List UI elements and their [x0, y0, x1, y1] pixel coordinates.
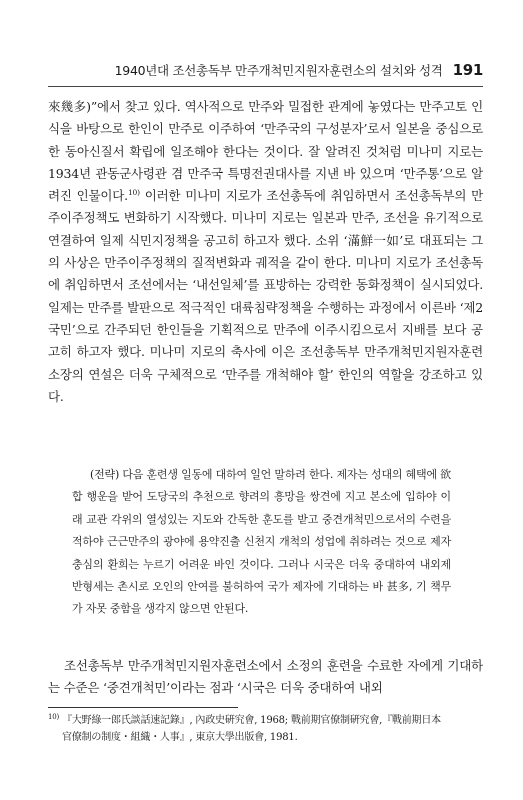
footnote-reference: 10) [127, 188, 140, 198]
footnote-line-2: 官僚制の制度・組織・人事』, 東京大學出版會, 1981. [62, 732, 298, 743]
paragraph-1-text: 來幾多)”에서 찾고 있다. 역사적으로 만주와 밀접한 관계에 놓였다는 만주고토 인식을 바탕으로 한인이 만주로 이주하여 ‘만주국의 구성분자’로서 일본을 중심으로 한 동아신질서 확립에 일조해야 한다는 것이다. 잘 알려진 것처럼 미나미 지로는 1934년 관동군사령관 겸 만주국 특명전권대사를 지낸 바 있으며 ‘만주통’으로 알려진 인물이다. [48, 99, 483, 204]
paragraph-1 [48, 96, 483, 408]
running-header [48, 61, 483, 79]
paragraph-2: 조선총독부 만주개척민지원자훈련소에서 소정의 훈련을 수료한 자에게 기대하는 수준은 ‘중견개척민’이라는 점과 ‘시국은 더욱 중대하여 내외 [48, 658, 483, 696]
footnote [48, 712, 483, 746]
main-text-continued [48, 655, 483, 700]
running-title: 1940년대 조선총독부 만주개척민지원자훈련소의 설치와 성격 [114, 63, 443, 78]
block-quote [72, 464, 451, 621]
footnote-rule [48, 707, 238, 708]
paragraph-1-continuation: 이러한 미나미 지로가 조선총독에 취임하면서 조선총독부의 만주이주정책도 변화하기 시작했다. 미나미 지로는 일본과 만주, 조선을 유기적으로 연결하여 일제 식민지정책을 공고히 하고자 했다. 소위 ‘滿鮮一如’로 대표되는 그의 사상은 만주이주정책의 질적변화과 궤적을 같이 한다. 미나미 지로가 조선총독에 취임하면서 조선에서는 ‘내선일체’를 표방하는 강력한 동화정책이 실시되었다. 일제는 만주를 발판으로 적극적인 대륙침략정책을 수행하는 과정에서 이른바 ‘제2국민’으로 간주되던 한인들을 기획적으로 만주에 이주시킴으로서 지배를 보다 공고히 하고자 했다. 미나미 지로의 축사에 이은 조선총독부 만주개척민지원자훈련소장의 연설은 더욱 구체적으로 ‘만주를 개척해야 할’ 한인의 역할을 강조하고 있다. [48, 188, 483, 404]
main-text [48, 96, 483, 408]
page-number: 191 [452, 61, 483, 79]
quote-text: (전략) 다음 훈련생 일동에 대하여 일언 말하려 한다. 제자는 성대의 혜택에 欲합 행운을 받어 도당국의 추천으로 향려의 흥망을 쌍견에 지고 본소에 입하야 이래 교관 각위의 열성있는 지도와 간독한 훈도를 받고 중견개척민으로서의 수련을 적하야 근근만주의 광야에 용약진출 신천지 개척의 성업에 취하려는 것으로 제자충심의 환희는 누르기 어려운 바인 것이다. 그러나 시국은 더욱 중대하여 내외제반형세는 촌시로 오인의 안여를 불허하여 국가 제자에 기대하는 바 甚多, 기 책무가 자못 중함을 생각지 않으면 안된다. [72, 468, 451, 616]
footnote-mark: 10) [48, 712, 60, 721]
header-rule [48, 86, 483, 87]
footnote-line-1: 『大野綠一郎氏談話速記錄』, 內政史硏究會, 1968; 戰前期官僚制硏究會,『戰前期日本 [62, 715, 441, 726]
